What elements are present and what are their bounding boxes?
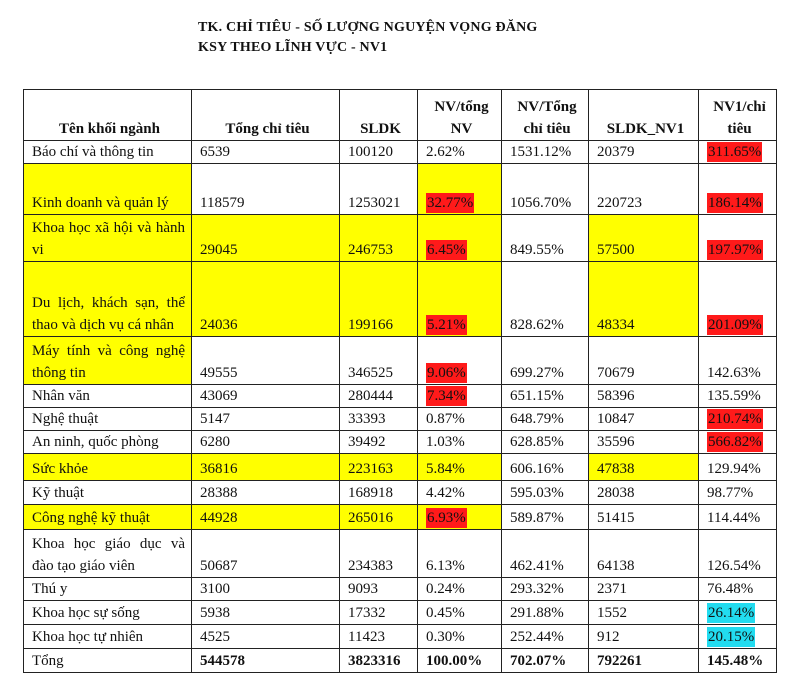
cell-nv-chitieu: 589.87% [502, 505, 589, 530]
cell-nv-tong: 0.30% [418, 625, 502, 649]
cell-nv-tong: 5.84% [418, 454, 502, 481]
cell-chi-tieu: 50687 [192, 530, 340, 578]
cell-nv1-chitieu [699, 625, 777, 649]
red-highlight: 9.06% [427, 365, 466, 381]
cell-nv-tong: 1.03% [418, 431, 502, 454]
total-nv-tong: 100.00% [418, 649, 502, 673]
total-sldk: 3823316 [340, 649, 418, 673]
table-row [24, 164, 777, 215]
row-name: Khoa học giáo dục và đào tạo giáo viên [24, 530, 192, 578]
cell-nv-tong: 6.13% [418, 530, 502, 578]
cell-nv1-chitieu: 135.59% [699, 385, 777, 408]
red-highlight: 7.34% [427, 388, 466, 404]
table-row [24, 481, 777, 505]
col-header-sldk-nv1: SLDK_NV1 [589, 90, 699, 141]
cell-sldk: 11423 [340, 625, 418, 649]
col-header-sldk: SLDK [340, 90, 418, 141]
red-highlight: 32.77% [427, 195, 474, 211]
row-name: Công nghệ kỹ thuật [24, 505, 192, 530]
red-highlight: 5.21% [427, 317, 466, 333]
cell-nv-chitieu: 648.79% [502, 408, 589, 431]
cell-nv1-chitieu [699, 408, 777, 431]
row-name: Khoa học xã hội và hành vi [24, 215, 192, 262]
cell-sldk-nv1: 912 [589, 625, 699, 649]
row-name: Kỹ thuật [24, 481, 192, 505]
cell-nv1-chitieu: 142.63% [699, 337, 777, 385]
cell-nv-chitieu: 651.15% [502, 385, 589, 408]
cell-chi-tieu: 3100 [192, 578, 340, 601]
total-sldk-nv1: 792261 [589, 649, 699, 673]
cell-nv-tong: 0.87% [418, 408, 502, 431]
cell-sldk-nv1: 28038 [589, 481, 699, 505]
cell-nv1-chitieu: 129.94% [699, 454, 777, 481]
cell-nv-tong: 0.24% [418, 578, 502, 601]
cell-sldk-nv1: 51415 [589, 505, 699, 530]
row-name: Kinh doanh và quản lý [24, 164, 192, 215]
cell-sldk: 280444 [340, 385, 418, 408]
col-header-nv-tong-chi-tieu: NV/Tổng chỉ tiêu [502, 90, 589, 141]
cell-sldk: 1253021 [340, 164, 418, 215]
cell-sldk-nv1: 57500 [589, 215, 699, 262]
cell-nv-chitieu: 293.32% [502, 578, 589, 601]
total-nv-chitieu: 702.07% [502, 649, 589, 673]
cyan-highlight: 26.14% [708, 605, 755, 621]
cell-sldk: 234383 [340, 530, 418, 578]
cell-sldk-nv1: 70679 [589, 337, 699, 385]
cell-nv-tong [418, 505, 502, 530]
red-highlight: 6.93% [427, 510, 466, 526]
cell-chi-tieu: 5147 [192, 408, 340, 431]
table-row [24, 454, 777, 481]
row-name: Nghệ thuật [24, 408, 192, 431]
cell-nv-chitieu: 849.55% [502, 215, 589, 262]
red-highlight: 566.82% [708, 434, 762, 450]
row-name: Du lịch, khách sạn, thể thao và dịch vụ cá nhân [24, 262, 192, 337]
cell-sldk-nv1: 35596 [589, 431, 699, 454]
title-line-1: TK. CHỈ TIÊU - SỐ LƯỢNG NGUYỆN VỌNG ĐĂNG [198, 20, 538, 35]
table-row [24, 431, 777, 454]
report-title [198, 18, 538, 58]
cell-sldk-nv1: 10847 [589, 408, 699, 431]
cell-sldk-nv1: 20379 [589, 141, 699, 164]
row-name: Khoa học tự nhiên [24, 625, 192, 649]
cell-nv1-chitieu [699, 215, 777, 262]
cell-nv-chitieu: 699.27% [502, 337, 589, 385]
red-highlight: 197.97% [708, 242, 762, 258]
cell-sldk: 199166 [340, 262, 418, 337]
row-name: Máy tính và công nghệ thông tin [24, 337, 192, 385]
cell-nv1-chitieu [699, 431, 777, 454]
cell-nv-tong: 2.62% [418, 141, 502, 164]
cell-nv-tong [418, 215, 502, 262]
table-row [24, 505, 777, 530]
cell-nv-tong: 4.42% [418, 481, 502, 505]
cell-nv1-chitieu [699, 601, 777, 625]
cell-chi-tieu: 28388 [192, 481, 340, 505]
cell-nv1-chitieu: 76.48% [699, 578, 777, 601]
cell-sldk-nv1: 58396 [589, 385, 699, 408]
table-row [24, 530, 777, 578]
cell-nv-tong [418, 385, 502, 408]
cell-nv-chitieu: 595.03% [502, 481, 589, 505]
row-name: Khoa học sự sống [24, 601, 192, 625]
cell-nv1-chitieu [699, 262, 777, 337]
cell-nv1-chitieu: 98.77% [699, 481, 777, 505]
cell-sldk: 346525 [340, 337, 418, 385]
total-label: Tổng [24, 649, 192, 673]
cell-chi-tieu: 118579 [192, 164, 340, 215]
table-row [24, 408, 777, 431]
red-highlight: 201.09% [708, 317, 762, 333]
red-highlight: 311.65% [708, 144, 762, 160]
cell-sldk: 223163 [340, 454, 418, 481]
table-row [24, 337, 777, 385]
cell-chi-tieu: 44928 [192, 505, 340, 530]
cell-nv-chitieu: 828.62% [502, 262, 589, 337]
cell-chi-tieu: 6280 [192, 431, 340, 454]
cell-nv1-chitieu [699, 164, 777, 215]
cell-nv-tong: 0.45% [418, 601, 502, 625]
table-row [24, 141, 777, 164]
cell-sldk: 33393 [340, 408, 418, 431]
stats-table [23, 89, 777, 673]
header-row [24, 90, 777, 141]
cell-nv-chitieu: 606.16% [502, 454, 589, 481]
total-nv1-chitieu: 145.48% [699, 649, 777, 673]
col-header-ten-khoi-nganh: Tên khối ngành [24, 90, 192, 141]
cell-sldk: 100120 [340, 141, 418, 164]
row-name: Thú y [24, 578, 192, 601]
red-highlight: 210.74% [708, 411, 762, 427]
table-row [24, 625, 777, 649]
cell-chi-tieu: 29045 [192, 215, 340, 262]
cell-nv-chitieu: 1056.70% [502, 164, 589, 215]
cell-chi-tieu: 49555 [192, 337, 340, 385]
cell-sldk-nv1: 64138 [589, 530, 699, 578]
row-name: Nhân văn [24, 385, 192, 408]
cell-nv-tong [418, 262, 502, 337]
row-name: Sức khỏe [24, 454, 192, 481]
row-name: An ninh, quốc phòng [24, 431, 192, 454]
cell-nv-chitieu: 628.85% [502, 431, 589, 454]
cell-nv1-chitieu [699, 141, 777, 164]
col-header-tong-chi-tieu: Tổng chỉ tiêu [192, 90, 340, 141]
cyan-highlight: 20.15% [708, 629, 755, 645]
cell-sldk-nv1: 47838 [589, 454, 699, 481]
table-row [24, 578, 777, 601]
table-row [24, 385, 777, 408]
cell-sldk-nv1: 48334 [589, 262, 699, 337]
cell-chi-tieu: 24036 [192, 262, 340, 337]
cell-nv-chitieu: 291.88% [502, 601, 589, 625]
red-highlight: 186.14% [708, 195, 762, 211]
cell-chi-tieu: 5938 [192, 601, 340, 625]
red-highlight: 6.45% [427, 242, 466, 258]
cell-nv1-chitieu: 126.54% [699, 530, 777, 578]
cell-chi-tieu: 43069 [192, 385, 340, 408]
title-line-2: KSY THEO LĨNH VỰC - NV1 [198, 40, 388, 55]
cell-nv-tong [418, 337, 502, 385]
cell-sldk: 265016 [340, 505, 418, 530]
col-header-nv1-chi-tieu: NV1/chỉ tiêu [699, 90, 777, 141]
table-row [24, 215, 777, 262]
table-row [24, 601, 777, 625]
cell-sldk: 246753 [340, 215, 418, 262]
cell-nv-tong [418, 164, 502, 215]
cell-sldk-nv1: 1552 [589, 601, 699, 625]
cell-sldk: 168918 [340, 481, 418, 505]
cell-chi-tieu: 6539 [192, 141, 340, 164]
cell-chi-tieu: 36816 [192, 454, 340, 481]
total-row [24, 649, 777, 673]
row-name: Báo chí và thông tin [24, 141, 192, 164]
col-header-nv-tong-nv: NV/tổng NV [418, 90, 502, 141]
cell-nv-chitieu: 462.41% [502, 530, 589, 578]
cell-nv-chitieu: 252.44% [502, 625, 589, 649]
cell-chi-tieu: 4525 [192, 625, 340, 649]
cell-sldk: 17332 [340, 601, 418, 625]
cell-sldk: 9093 [340, 578, 418, 601]
cell-nv1-chitieu: 114.44% [699, 505, 777, 530]
table-row [24, 262, 777, 337]
cell-sldk-nv1: 220723 [589, 164, 699, 215]
cell-nv-chitieu: 1531.12% [502, 141, 589, 164]
cell-sldk-nv1: 2371 [589, 578, 699, 601]
cell-sldk: 39492 [340, 431, 418, 454]
total-chi-tieu: 544578 [192, 649, 340, 673]
